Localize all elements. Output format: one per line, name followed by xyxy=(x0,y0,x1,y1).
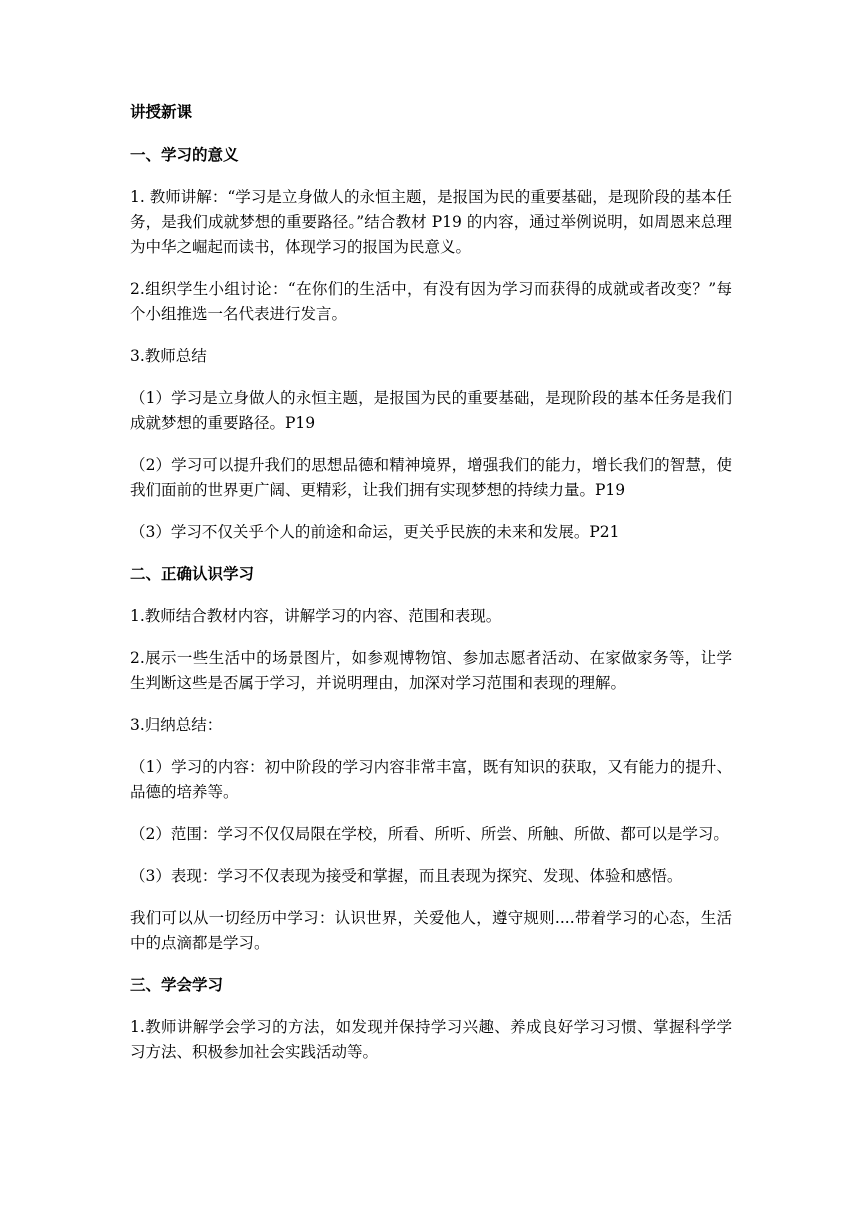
section-heading-learn-to-learn: 三、学会学习 xyxy=(130,976,224,994)
paragraph: （2）范围：学习不仅仅局限在学校，所看、所听、所尝、所触、所做、都可以是学习。 xyxy=(130,825,729,843)
paragraph: 1.教师结合教材内容，讲解学习的内容、范围和表现。 xyxy=(130,607,502,625)
paragraph: （3）学习不仅关乎个人的前途和命运，更关乎民族的未来和发展。P21 xyxy=(130,523,620,541)
section-heading-meaning: 一、学习的意义 xyxy=(130,146,239,164)
paragraph: 2.展示一些生活中的场景图片，如参观博物馆、参加志愿者活动、在家做家务等，让学生判断这些是否属于学习，并说明理由，加深对学习范围和表现的理解。 xyxy=(130,649,732,692)
document-page xyxy=(130,100,732,1082)
document-title: 讲授新课 xyxy=(130,103,193,121)
paragraph: （2）学习可以提升我们的思想品德和精神境界，增强我们的能力，增长我们的智慧，使我们面前的世界更广阔、更精彩，让我们拥有实现梦想的持续力量。P19 xyxy=(130,456,732,499)
paragraph: （1）学习是立身做人的永恒主题，是报国为民的重要基础，是现阶段的基本任务是我们成就梦想的重要路径。P19 xyxy=(130,389,732,432)
paragraph: （3）表现：学习不仅表现为接受和掌握，而且表现为探究、发现、体验和感悟。 xyxy=(130,867,683,885)
paragraph: 1. 教师讲解：“学习是立身做人的永恒主题，是报国为民的重要基础，是现阶段的基本任务，是我们成就梦想的重要路径。”结合教材 P19 的内容，通过举例说明，如周恩来总理为中华之崛起而读书，体现学习的报国为民意义。 xyxy=(130,188,732,256)
section-heading-correct-understanding: 二、正确认识学习 xyxy=(130,565,255,583)
paragraph: 1.教师讲解学会学习的方法，如发现并保持学习兴趣、养成良好学习习惯、掌握科学学习方法、积极参加社会实践活动等。 xyxy=(130,1018,732,1061)
paragraph: （1）学习的内容：初中阶段的学习内容非常丰富，既有知识的获取，又有能力的提升、品德的培养等。 xyxy=(130,758,732,801)
paragraph: 2.组织学生小组讨论：“在你们的生活中，有没有因为学习而获得的成就或者改变？”每个小组推选一名代表进行发言。 xyxy=(130,280,732,323)
paragraph: 3.归纳总结： xyxy=(130,716,223,734)
paragraph: 我们可以从一切经历中学习：认识世界，关爱他人，遵守规则....带着学习的心态，生活中的点滴都是学习。 xyxy=(130,909,732,952)
paragraph: 3.教师总结 xyxy=(130,347,207,365)
